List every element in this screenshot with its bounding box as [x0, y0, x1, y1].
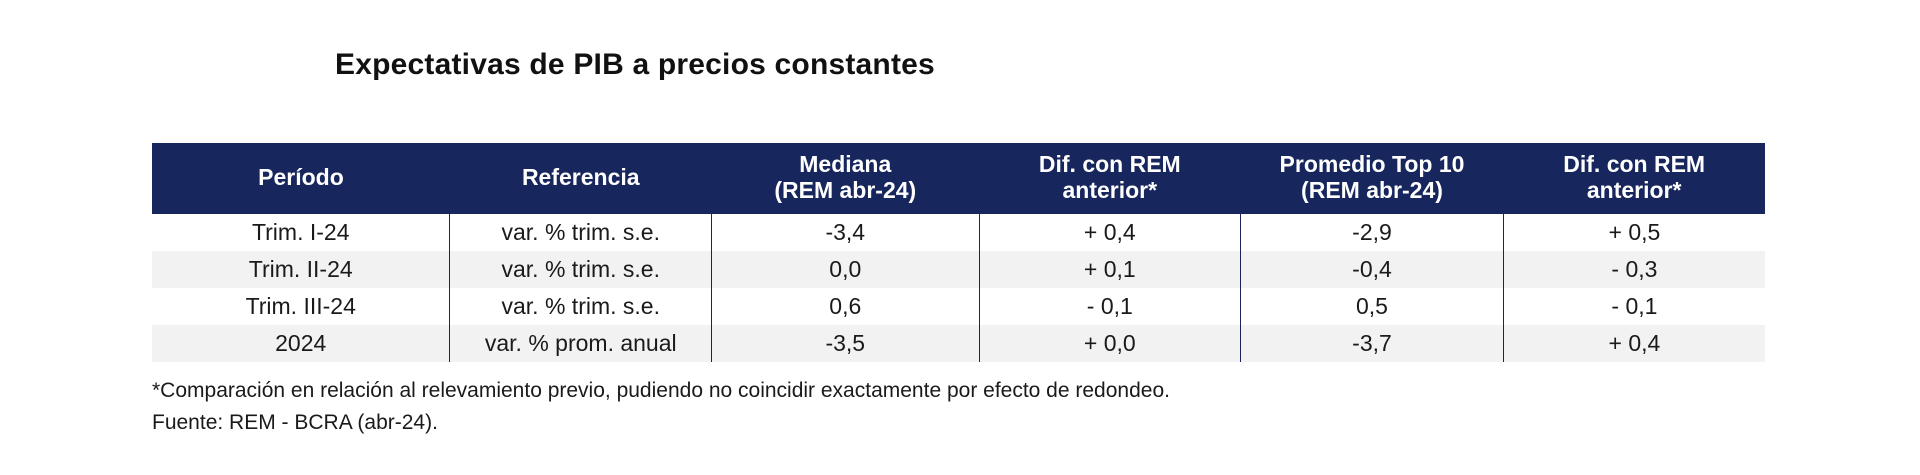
- table-body: [152, 214, 1765, 362]
- cell-mediana: 0,0: [712, 251, 979, 288]
- column-header-dif1-line2: anterior*: [1062, 177, 1158, 204]
- column-header-referencia-line1: Referencia: [521, 164, 640, 191]
- cell-mediana: -3,4: [712, 214, 979, 251]
- cell-periodo: Trim. III-24: [152, 288, 450, 325]
- cell-dif-mediana: + 0,4: [979, 214, 1241, 251]
- cell-referencia: var. % trim. s.e.: [450, 214, 712, 251]
- cell-referencia: var. % trim. s.e.: [450, 288, 712, 325]
- column-header-mediana: [712, 143, 979, 214]
- cell-referencia: var. % trim. s.e.: [450, 251, 712, 288]
- table-container: [152, 143, 1765, 362]
- column-header-dif1-line1: Dif. con REM: [1038, 151, 1181, 177]
- table-header: [152, 143, 1765, 214]
- cell-dif-top10: + 0,4: [1503, 325, 1765, 362]
- cell-mediana: -3,5: [712, 325, 979, 362]
- cell-periodo: 2024: [152, 325, 450, 362]
- footnote-text: *Comparación en relación al relevamiento previo, pudiendo no coincidir exactamente por efecto de redondeo.: [152, 379, 1170, 402]
- page-title: Expectativas de PIB a precios constantes: [335, 48, 935, 81]
- column-header-dif-rem-anterior-top10: [1503, 143, 1765, 214]
- column-header-dif-rem-anterior-mediana: [979, 143, 1241, 214]
- cell-top10: -3,7: [1241, 325, 1504, 362]
- source-text: Fuente: REM - BCRA (abr-24).: [152, 410, 438, 434]
- cell-top10: 0,5: [1241, 288, 1504, 325]
- column-header-top10-line2: (REM abr-24): [1301, 177, 1443, 204]
- table-row: [152, 214, 1765, 251]
- cell-top10: -0,4: [1241, 251, 1504, 288]
- cell-periodo: Trim. II-24: [152, 251, 450, 288]
- column-header-periodo: [152, 143, 450, 214]
- cell-dif-top10: - 0,1: [1503, 288, 1765, 325]
- column-header-promedio-top10: [1241, 143, 1504, 214]
- cell-referencia: var. % prom. anual: [450, 325, 712, 362]
- column-header-referencia: [450, 143, 712, 214]
- column-header-periodo-line1: Período: [258, 164, 344, 191]
- table-header-row: [152, 143, 1765, 214]
- table-row: [152, 325, 1765, 362]
- column-header-mediana-line2: (REM abr-24): [774, 177, 917, 204]
- column-header-dif2-line2: anterior*: [1586, 177, 1682, 204]
- column-header-top10-line1: Promedio Top 10: [1279, 151, 1465, 177]
- cell-periodo: Trim. I-24: [152, 214, 450, 251]
- cell-mediana: 0,6: [712, 288, 979, 325]
- column-header-dif2-line1: Dif. con REM: [1563, 151, 1706, 177]
- notes-block: [152, 375, 1170, 438]
- table-row: [152, 288, 1765, 325]
- table-row: [152, 251, 1765, 288]
- cell-dif-mediana: + 0,0: [979, 325, 1241, 362]
- cell-dif-top10: - 0,3: [1503, 251, 1765, 288]
- column-header-mediana-line1: Mediana: [799, 151, 892, 177]
- cell-dif-mediana: + 0,1: [979, 251, 1241, 288]
- expectations-table: [152, 143, 1765, 362]
- cell-dif-mediana: - 0,1: [979, 288, 1241, 325]
- cell-dif-top10: + 0,5: [1503, 214, 1765, 251]
- cell-top10: -2,9: [1241, 214, 1504, 251]
